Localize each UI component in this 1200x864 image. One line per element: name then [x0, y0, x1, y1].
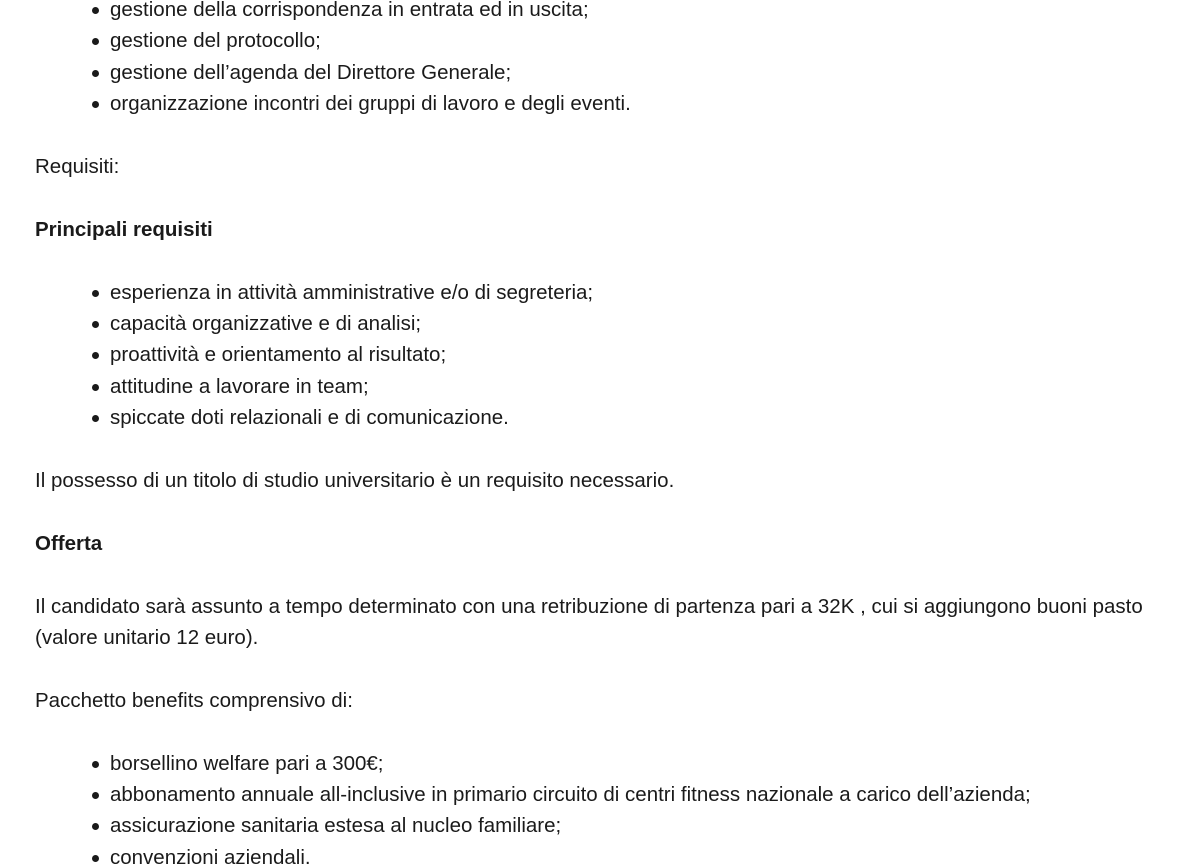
list-item: assicurazione sanitaria estesa al nucleo familiare; [0, 810, 1200, 841]
list-item: organizzazione incontri dei gruppi di lavoro e degli eventi. [0, 88, 1200, 119]
list-item: gestione del protocollo; [0, 25, 1200, 56]
degree-requirement-text: Il possesso di un titolo di studio universitario è un requisito necessario. [35, 469, 675, 493]
list-item: spiccate doti relazionali e di comunicazione. [0, 402, 1200, 433]
principali-requisiti-heading: Principali requisiti [35, 217, 213, 241]
list-item: abbonamento annuale all-inclusive in primario circuito di centri fitness nazionale a carico dell’azienda; [0, 779, 1200, 810]
list-item: attitudine a lavorare in team; [0, 371, 1200, 402]
benefits-label: Pacchetto benefits comprensivo di: [35, 688, 353, 712]
list-item: esperienza in attività amministrative e/o di segreteria; [0, 277, 1200, 308]
duties-list [0, 0, 1200, 120]
benefits-list [0, 748, 1200, 864]
list-item: gestione della corrispondenza in entrata ed in uscita; [0, 0, 1200, 25]
offerta-heading: Offerta [35, 531, 103, 555]
list-item: proattività e orientamento al risultato; [0, 339, 1200, 370]
list-item: convenzioni aziendali. [0, 842, 1200, 864]
requirements-list [0, 277, 1200, 434]
list-item: capacità organizzative e di analisi; [0, 308, 1200, 339]
offerta-text: Il candidato sarà assunto a tempo determinato con una retribuzione di partenza pari a 32K , cui si aggiungono buoni pasto (valore unitario 12 euro). [35, 594, 1143, 650]
list-item: borsellino welfare pari a 300€; [0, 748, 1200, 779]
list-item: gestione dell’agenda del Direttore Generale; [0, 57, 1200, 88]
requisiti-label: Requisiti: [35, 155, 120, 179]
